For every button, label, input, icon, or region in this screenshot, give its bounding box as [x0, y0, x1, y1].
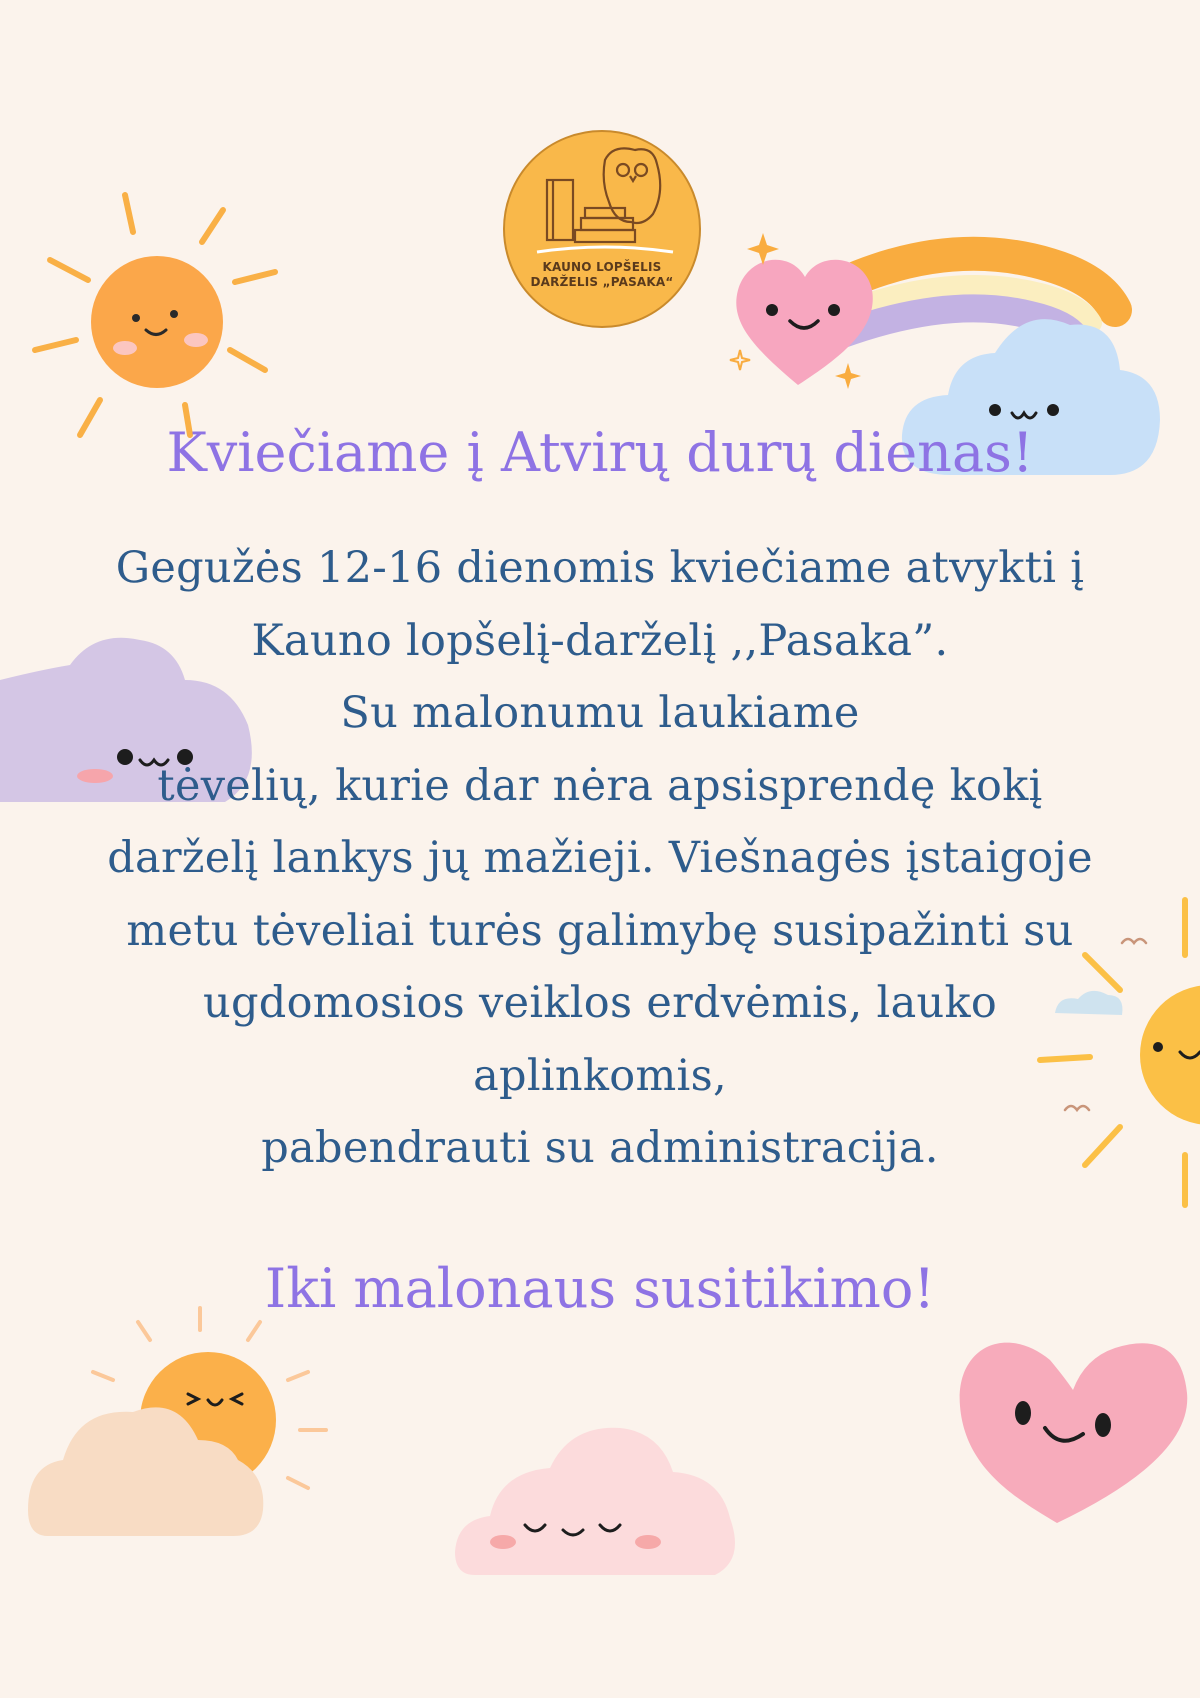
body-line: Su malonumu laukiame — [340, 688, 860, 738]
body-line: tėvelių, kurie dar nėra apsisprendę kokį — [157, 760, 1043, 811]
body-line: darželį lankys jų mažieji. Viešnagės įstaigoje — [107, 833, 1093, 883]
body-line: ugdomosios veiklos erdvėmis, lauko — [202, 978, 998, 1028]
body-line: Gegužės 12-16 dienomis kviečiame atvykti į — [115, 543, 1085, 593]
body-line: metu tėveliai turės galimybę susipažinti su — [126, 905, 1074, 956]
closing-text: Iki malonaus susitikimo! — [264, 1257, 936, 1320]
body-line: pabendrauti su administracija. — [261, 1123, 939, 1173]
sun-cloud-icon — [28, 1300, 338, 1540]
body-paragraph — [60, 532, 1140, 1185]
logo-line-2: DARŽELIS „PASAKA“ — [530, 275, 674, 289]
logo-line-1: KAUNO LOPŠELIS — [542, 260, 662, 274]
body-line: Kauno lopšelį-darželį ,,Pasaka”. — [251, 615, 949, 666]
headline: Kviečiame į Atvirų durų dienas! — [166, 421, 1034, 484]
owl-books-icon — [535, 142, 675, 262]
cloud-icon — [455, 1420, 745, 1580]
body-line: aplinkomis, — [473, 1050, 727, 1101]
kindergarten-logo — [503, 130, 701, 328]
sun-icon — [30, 190, 280, 440]
heart-icon — [955, 1318, 1195, 1528]
